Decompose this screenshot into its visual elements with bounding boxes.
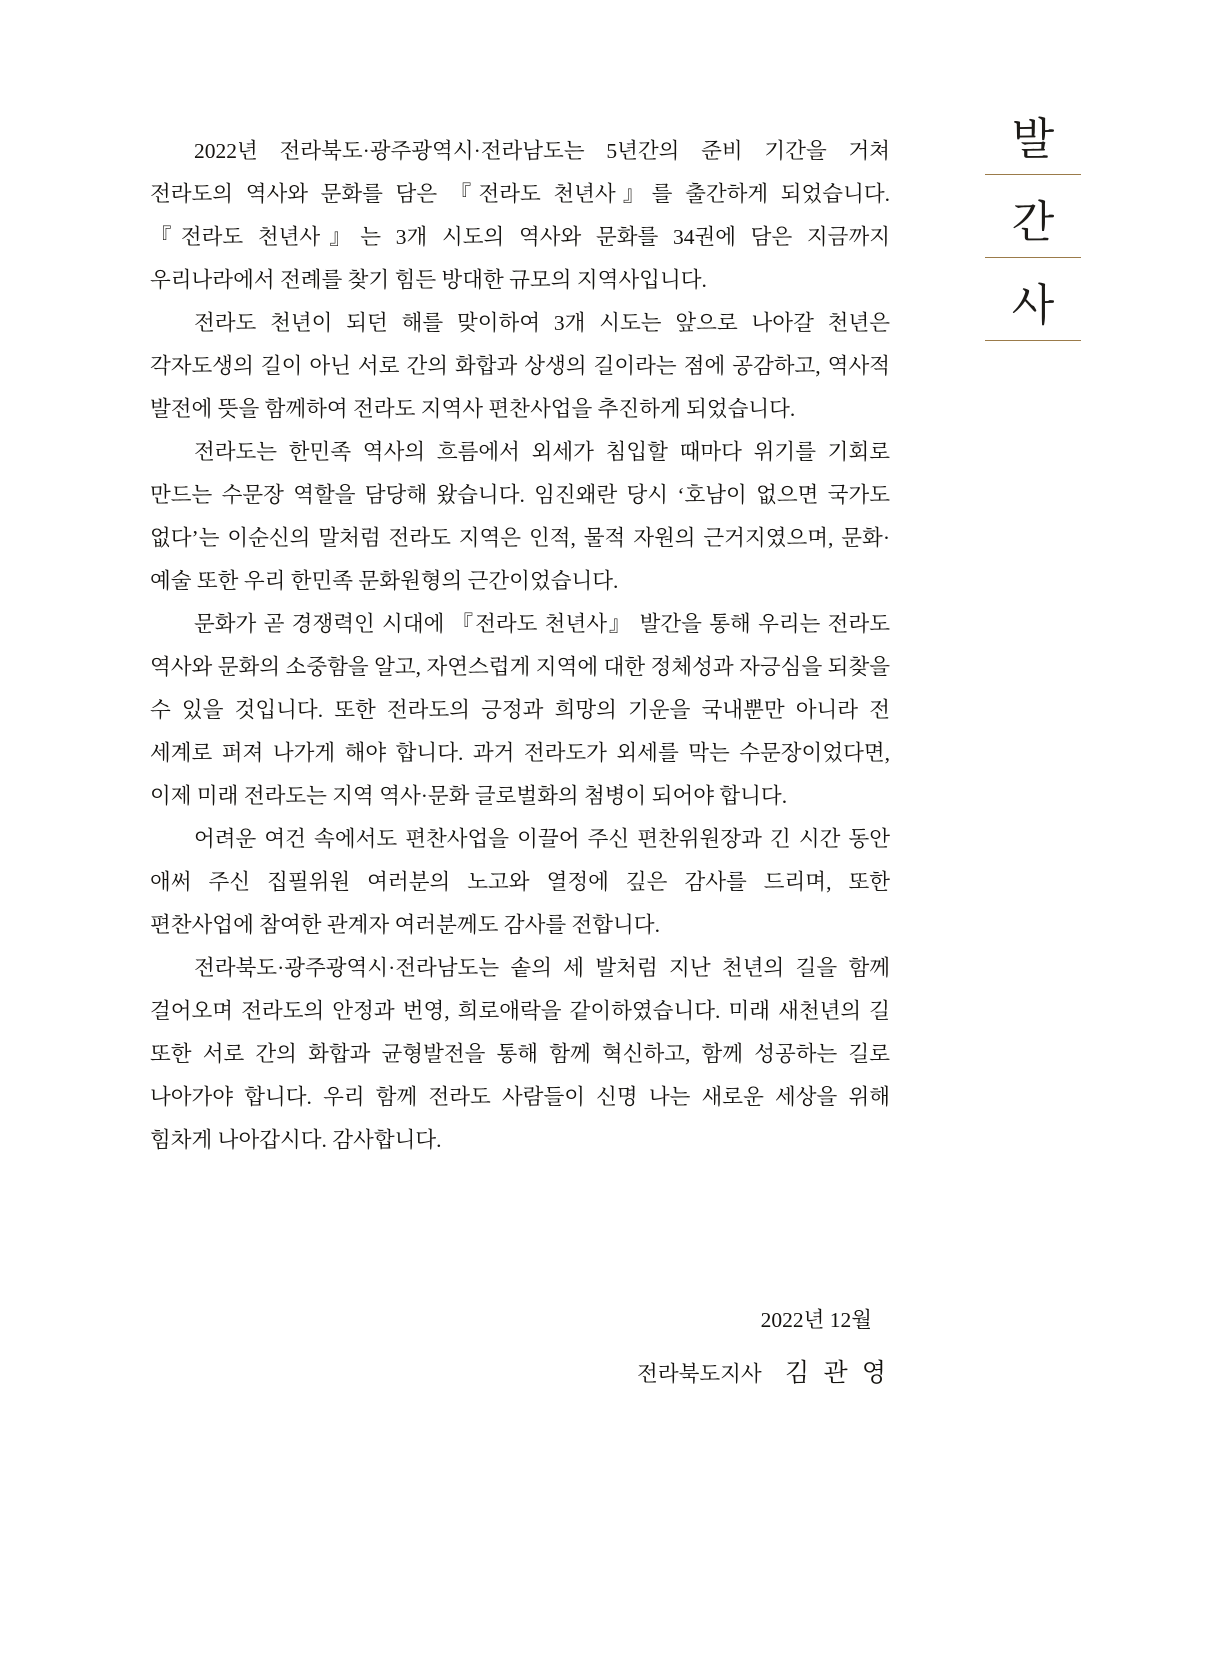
paragraph-2: 전라도 천년이 되던 해를 맞이하여 3개 시도는 앞으로 나아갈 천년은 각자도생의 길이 아닌 서로 간의 화합과 상생의 길이라는 점에 공감하고, 역사적 발전에 뜻을 함께하여 전라도 지역사 편찬사업을 추진하게 되었습니다.	[150, 311, 890, 421]
paragraph-1: 2022년 전라북도·광주광역시·전라남도는 5년간의 준비 기간을 거쳐 전라도의 역사와 문화를 담은 『전라도 천년사』를 출간하게 되었습니다. 『전라도 천년사』는 3개 시도의 역사와 문화를 34권에 담은 지금까지 우리나라에서 전례를 찾기 힘든 방대한 규모의 지역사입니다.	[150, 139, 890, 292]
paragraph-3: 전라도는 한민족 역사의 흐름에서 외세가 침입할 때마다 위기를 기회로 만드는 수문장 역할을 담당해 왔습니다. 임진왜란 당시 ‘호남이 없으면 국가도 없다’는 이순신의 말처럼 전라도 지역은 인적, 물적 자원의 근거지였으며, 문화·예술 또한 우리 한민족 문화원형의 근간이었습니다.	[150, 440, 890, 593]
title-char-2: 간	[985, 201, 1081, 258]
title-char-1: 발	[985, 118, 1081, 175]
body-text-column	[150, 130, 890, 1162]
signature-date: 2022년 12월	[760, 1308, 872, 1332]
paragraph-6: 전라북도·광주광역시·전라남도는 솥의 세 발처럼 지난 천년의 길을 함께 걸어오며 전라도의 안정과 번영, 희로애락을 같이하였습니다. 미래 새천년의 길 또한 서로 간의 화합과 균형발전을 통해 함께 혁신하고, 함께 성공하는 길로 나아가야 합니다. 우리 함께 전라도 사람들이 신명 나는 새로운 세상을 위해 힘차게 나아갑시다. 감사합니다.	[150, 956, 890, 1152]
title-char-3: 사	[985, 284, 1081, 341]
paragraph-4: 문화가 곧 경쟁력인 시대에 『전라도 천년사』 발간을 통해 우리는 전라도 역사와 문화의 소중함을 알고, 자연스럽게 지역에 대한 정체성과 자긍심을 되찾을 수 있을 것입니다. 또한 전라도의 긍정과 희망의 기운을 국내뿐만 아니라 전 세계로 퍼져 나가게 해야 합니다. 과거 전라도가 외세를 막는 수문장이었다면, 이제 미래 전라도는 지역 역사·문화 글로벌화의 첨병이 되어야 합니다.	[150, 612, 890, 808]
signature-name-row	[150, 1354, 890, 1394]
signature-block	[150, 1300, 890, 1394]
vertical-title	[985, 115, 1081, 341]
signature-role: 전라북도지사	[637, 1362, 762, 1386]
signature-name: 김 관 영	[785, 1360, 890, 1387]
paragraph-5: 어려운 여건 속에서도 편찬사업을 이끌어 주신 편찬위원장과 긴 시간 동안 애써 주신 집필위원 여러분의 노고와 열정에 깊은 감사를 드리며, 또한 편찬사업에 참여한 관계자 여러분께도 감사를 전합니다.	[150, 827, 890, 937]
